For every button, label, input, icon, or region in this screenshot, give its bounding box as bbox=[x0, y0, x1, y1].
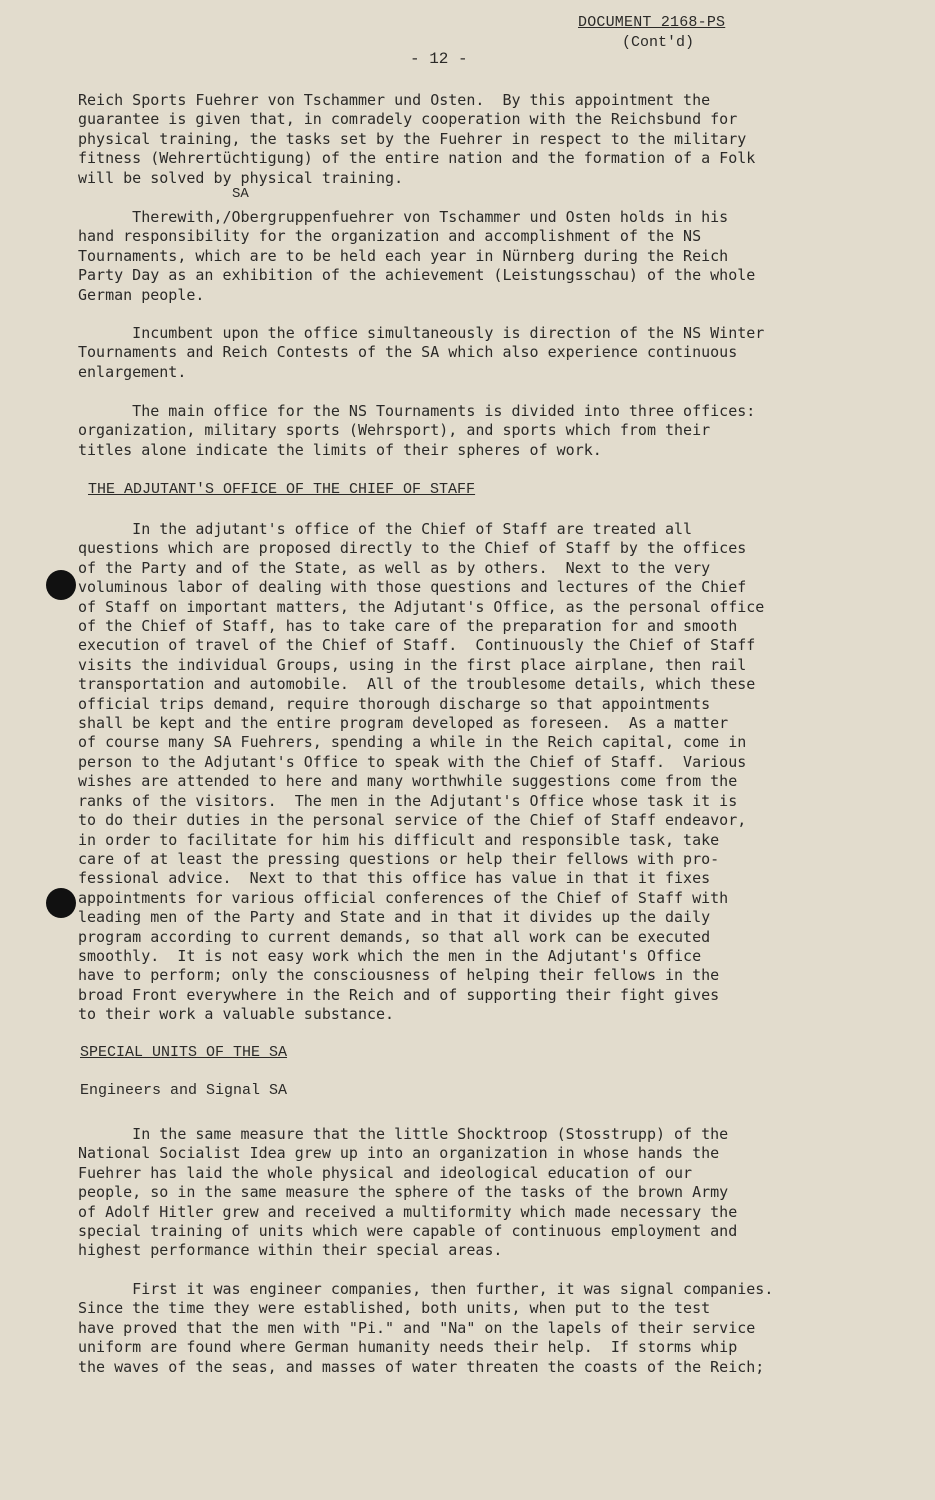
punch-hole-lower bbox=[46, 888, 76, 918]
continued-label: (Cont'd) bbox=[622, 34, 695, 51]
interlinear-insertion: SA bbox=[232, 186, 249, 202]
subheading-engineers-signal: Engineers and Signal SA bbox=[80, 1082, 288, 1099]
paragraph-engineer-companies: First it was engineer companies, then further, it was signal companies. Since the time they were established, both units, when put to the test have proved that the men with "Pi." and "Na" on the lapels of their service uniform are found where German humanity needs their help. If storms whip the waves of the seas, and masses of water threaten the coasts of the Reich; bbox=[78, 1280, 774, 1376]
paragraph-main-office: The main office for the NS Tournaments is divided into three offices: organization, military sports (Wehrsport), and sports which from their titles alone indicate the limits of their spheres of work. bbox=[78, 402, 756, 459]
paragraph-incumbent: Incumbent upon the office simultaneously is direction of the NS Winter Tournaments and Reich Contests of the SA which also experience continuous enlargement. bbox=[78, 324, 765, 381]
document-number: DOCUMENT 2168-PS bbox=[578, 14, 726, 31]
heading-adjutants-office: THE ADJUTANT'S OFFICE OF THE CHIEF OF STAFF bbox=[88, 481, 476, 498]
heading-special-units: SPECIAL UNITS OF THE SA bbox=[80, 1044, 288, 1061]
paragraph-adjutants-office: In the adjutant's office of the Chief of Staff are treated all questions which are proposed directly to the Chief of Staff by the offices of the Party and of the State, as well as by others. Next to the very voluminous labor of dealing with those questions and lectures of the Chief of Staff on important matters, the Adjutant's Office, as the personal office of the Chief of Staff, has to take care of the preparation for and smooth execution of travel of the Chief of Staff. Continuously the Chief of Staff visits the individual Groups, using in the first place airplane, then rail transportation and automobile. All of the troublesome details, which these official trips demand, require thorough discharge so that appointments shall be kept and the entire program developed as foreseen. As a matter of course many SA Fuehrers, spending a while in the Reich capital, come in person to the Adjutant's Office to speak with the Chief of Staff. Various wishes are attended to here and many worthwhile suggestions come from the ranks of the visitors. The men in the Adjutant's Office whose task it is to do their duties in the personal service of the Chief of Staff endeavor, in order to facilitate for him his difficult and responsible task, take care of at least the pressing questions or help their fellows with pro- fessional advice. Next to that this office has value in that it fixes appointments for various official conferences of the Chief of Staff with leading men of the Party and State and in that it divides up the daily program according to current demands, so that all work can be executed smoothly. It is not easy work which the men in the Adjutant's Office have to perform; only the consciousness of helping their fellows in the broad Front everywhere in the Reich and of supporting their fight gives to their work a valuable substance. bbox=[78, 520, 765, 1024]
punch-hole-upper bbox=[46, 570, 76, 600]
paragraph-therewith: Therewith,/Obergruppenfuehrer von Tschammer und Osten holds in his hand responsibility for the organization and accomplishment of the NS Tournaments, which are to be held each year in Nürnberg during the Reich Party Day as an exhibition of the achievement (Leistungsschau) of the whole German people. bbox=[78, 208, 756, 304]
page-number: - 12 - bbox=[410, 50, 468, 68]
paragraph-reich-sports-fuehrer: Reich Sports Fuehrer von Tschammer und Osten. By this appointment the guarantee is given that, in comradely cooperation with the Reichsbund for physical training, the tasks set by the Fuehrer in respect to the military fitness (Wehrertüchtigung) of the entire nation and the formation of a Folk will be solved by physical training. bbox=[78, 91, 756, 187]
paragraph-shocktroop: In the same measure that the little Shocktroop (Stosstrupp) of the National Socialist Idea grew up into an organization in whose hands the Fuehrer has laid the whole physical and ideological education of our people, so in the same measure the sphere of the tasks of the brown Army of Adolf Hitler grew and received a multiformity which made necessary the special training of units which were capable of continuous employment and highest performance within their special areas. bbox=[78, 1125, 738, 1260]
